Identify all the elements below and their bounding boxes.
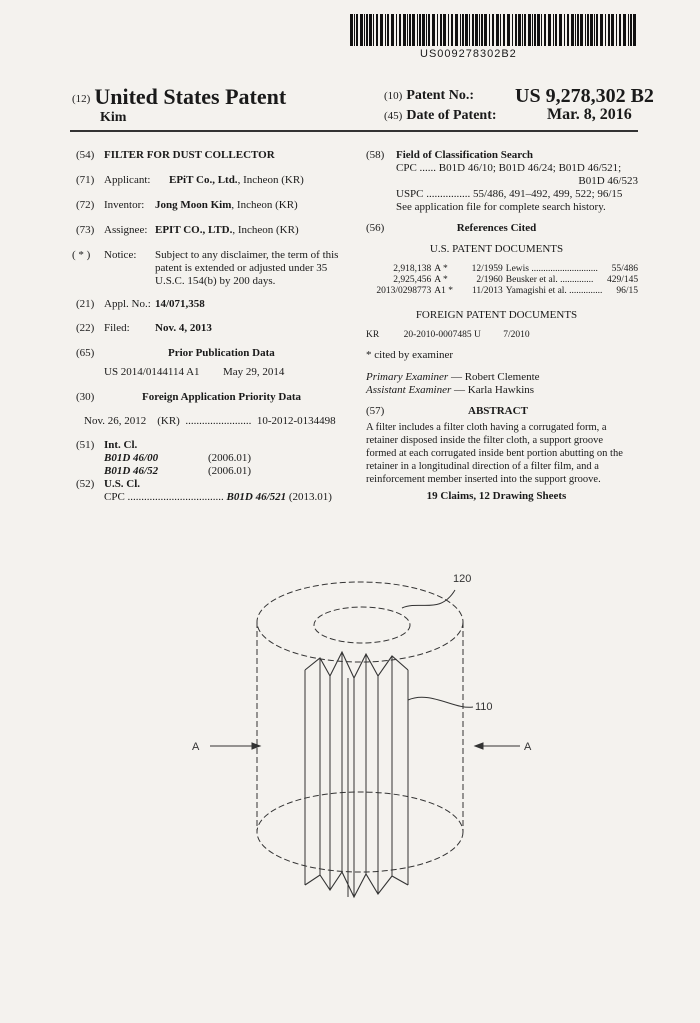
barcode-bar bbox=[399, 14, 401, 46]
barcode-bar bbox=[350, 14, 353, 46]
us-doc-cls: 429/145 bbox=[607, 275, 638, 285]
foreign-docs-heading: FOREIGN PATENT DOCUMENTS bbox=[415, 309, 578, 321]
barcode-bar bbox=[432, 14, 435, 46]
notice-text: Subject to any disclaimer, the term of this patent is extended or adjusted under 35 U.S.C. 154(b) by 200 days. bbox=[155, 249, 339, 287]
barcode-bar bbox=[515, 14, 517, 46]
filed-date: Nov. 4, 2013 bbox=[155, 322, 212, 334]
barcode-bar bbox=[409, 14, 411, 46]
barcode-bar bbox=[575, 14, 576, 46]
barcode-bar bbox=[380, 14, 383, 46]
barcode-bar bbox=[417, 14, 418, 46]
field-see: See application file for complete search history. bbox=[396, 201, 606, 213]
barcode-bar bbox=[373, 14, 374, 46]
foreign-priority-row: Nov. 26, 2012 (KR) ........................ 10-2012-0134498 bbox=[84, 415, 336, 427]
intcl-2: B01D 46/52 bbox=[104, 465, 159, 477]
barcode-bar bbox=[633, 14, 636, 46]
field-cpc: CPC ...... B01D 46/10; B01D 46/24; B01D 46/521; B01D 46/523 bbox=[396, 162, 638, 187]
assignee: EPIT CO., LTD., Incheon (KR) bbox=[155, 224, 299, 236]
barcode-bar bbox=[484, 14, 487, 46]
barcode-bar bbox=[387, 14, 389, 46]
inventor-label: Inventor: bbox=[104, 199, 145, 211]
leader-120 bbox=[402, 590, 455, 608]
foreign-heading: Foreign Application Priority Data bbox=[142, 391, 301, 403]
barcode-bar bbox=[580, 14, 583, 46]
section-arrow-left-head bbox=[252, 743, 260, 749]
barcode-bar bbox=[585, 14, 586, 46]
barcode-bar bbox=[571, 14, 574, 46]
us-doc-row bbox=[370, 286, 638, 297]
barcode-bar bbox=[443, 14, 446, 46]
inventor-short: Kim bbox=[100, 110, 127, 125]
us-doc-date: 11/2013 bbox=[471, 286, 503, 296]
foreign-code: (30) bbox=[76, 391, 95, 403]
barcode-bar bbox=[564, 14, 565, 46]
assignee-code: (73) bbox=[76, 224, 95, 236]
barcode-bar bbox=[366, 14, 368, 46]
outer-top-ellipse bbox=[257, 582, 463, 662]
barcode-bar bbox=[518, 14, 521, 46]
appl-number: 14/071,358 bbox=[155, 298, 205, 310]
barcode-bar bbox=[553, 14, 554, 46]
us-doc-cls: 55/486 bbox=[611, 264, 638, 274]
patent-no-label: (10) Patent No.: bbox=[384, 88, 474, 103]
title-code: (54) bbox=[76, 149, 95, 161]
barcode-bar bbox=[475, 14, 478, 46]
barcode-bar bbox=[360, 14, 363, 46]
barcode-bar bbox=[567, 14, 569, 46]
barcode-bar bbox=[356, 14, 358, 46]
header-rule bbox=[70, 130, 638, 132]
barcode-bar bbox=[451, 14, 453, 46]
barcode-bar bbox=[628, 14, 629, 46]
us-doc-name: Lewis ............................ bbox=[505, 264, 598, 274]
uscl-row: CPC ................................... B01D 46/521 (2013.01) bbox=[104, 491, 332, 503]
patent-date: Mar. 8, 2016 bbox=[547, 106, 632, 123]
barcode-bar bbox=[385, 14, 386, 46]
barcode-bar bbox=[455, 14, 458, 46]
barcode bbox=[350, 14, 639, 50]
ref-label-120: 120 bbox=[453, 573, 472, 585]
barcode-bar bbox=[619, 14, 621, 46]
barcode-bar bbox=[605, 14, 606, 46]
prior-code: (65) bbox=[76, 347, 95, 359]
barcode-bar bbox=[559, 14, 562, 46]
abstract-heading: ABSTRACT bbox=[468, 405, 528, 417]
inner-top-ellipse bbox=[314, 607, 410, 643]
barcode-bar bbox=[522, 14, 523, 46]
barcode-bar bbox=[376, 14, 378, 46]
prior-pub: US 2014/0144114 A1 bbox=[104, 366, 200, 378]
patent-number: US 9,278,302 B2 bbox=[515, 85, 654, 107]
appl-label: Appl. No.: bbox=[104, 298, 151, 310]
us-doc-kind: A * bbox=[434, 275, 448, 285]
barcode-bar bbox=[364, 14, 365, 46]
barcode-bar bbox=[465, 14, 468, 46]
barcode-bar bbox=[541, 14, 542, 46]
applicant-code: (71) bbox=[76, 174, 95, 186]
prior-date: May 29, 2014 bbox=[223, 366, 285, 378]
filed-label: Filed: bbox=[104, 322, 130, 334]
refs-heading: References Cited bbox=[456, 222, 537, 234]
barcode-bar bbox=[623, 14, 626, 46]
barcode-bar bbox=[616, 14, 617, 46]
barcode-bar bbox=[548, 14, 551, 46]
abstract-text: A filter includes a filter cloth having a corrugated form, a retainer disposed inside the filter cloth, a support groove formed at each corrugated inside bent portion abutting on the retainer in a longitudinal direction of a filter film, and a reinforcement member inserted into the support groove. bbox=[366, 422, 623, 485]
inventor-code: (72) bbox=[76, 199, 95, 211]
us-doc-row bbox=[370, 264, 638, 275]
barcode-bar bbox=[503, 14, 505, 46]
assignee-label: Assignee: bbox=[104, 224, 148, 236]
refs-code: (56) bbox=[366, 222, 385, 234]
barcode-bar bbox=[460, 14, 461, 46]
barcode-bar bbox=[354, 14, 355, 46]
barcode-bar bbox=[594, 14, 595, 46]
barcode-bar bbox=[587, 14, 589, 46]
filed-code: (22) bbox=[76, 322, 95, 334]
intcl-2-date: (2006.01) bbox=[208, 465, 252, 477]
barcode-bar bbox=[428, 14, 430, 46]
barcode-bar bbox=[600, 14, 603, 46]
us-doc-kind: A * bbox=[434, 264, 448, 274]
us-doc-num: 2,918,138 bbox=[393, 264, 432, 274]
intcl-label: Int. Cl. bbox=[104, 439, 138, 451]
barcode-bar bbox=[422, 14, 425, 46]
section-arrow-right-head bbox=[475, 743, 483, 749]
notice-code: ( * ) bbox=[72, 249, 91, 261]
cited-note: * cited by examiner bbox=[366, 349, 454, 361]
inventor: Jong Moon Kim, Incheon (KR) bbox=[155, 199, 298, 211]
us-doc-date: 2/1960 bbox=[476, 275, 503, 285]
barcode-bar bbox=[479, 14, 480, 46]
primary-examiner: Primary Examiner — Robert Clemente bbox=[366, 371, 540, 383]
field-heading: Field of Classification Search bbox=[396, 149, 533, 161]
abstract-code: (57) bbox=[366, 405, 385, 417]
applicant-label: Applicant: bbox=[104, 174, 151, 186]
barcode-bar bbox=[419, 14, 421, 46]
barcode-bar bbox=[489, 14, 490, 46]
invention-title: FILTER FOR DUST COLLECTOR bbox=[104, 149, 275, 161]
barcode-bar bbox=[403, 14, 406, 46]
barcode-bar bbox=[426, 14, 427, 46]
barcode-bar bbox=[528, 14, 531, 46]
barcode-bar bbox=[437, 14, 438, 46]
barcode-bar bbox=[611, 14, 614, 46]
section-label-left: A bbox=[192, 741, 200, 753]
filter-drawing bbox=[170, 560, 570, 960]
uscl-code: (52) bbox=[76, 478, 95, 490]
outer-bottom-ellipse bbox=[257, 792, 463, 872]
barcode-bar bbox=[534, 14, 536, 46]
applicant: EPiT Co., Ltd., Incheon (KR) bbox=[169, 174, 304, 186]
barcode-bar bbox=[512, 14, 513, 46]
barcode-bar bbox=[396, 14, 397, 46]
barcode-bar bbox=[537, 14, 540, 46]
barcode-bar bbox=[507, 14, 510, 46]
intcl-1: B01D 46/00 bbox=[104, 452, 159, 464]
notice-label: Notice: bbox=[104, 249, 137, 261]
barcode-bar bbox=[577, 14, 579, 46]
field-code: (58) bbox=[366, 149, 385, 161]
us-doc-name: Beusker et al. .............. bbox=[505, 275, 594, 285]
doc-type: (12) United States Patent bbox=[72, 84, 287, 109]
section-label-right: A bbox=[524, 741, 532, 753]
barcode-bar bbox=[391, 14, 394, 46]
barcode-bar bbox=[492, 14, 494, 46]
barcode-bar bbox=[555, 14, 557, 46]
intcl-code: (51) bbox=[76, 439, 95, 451]
barcode-bar bbox=[462, 14, 464, 46]
us-docs-list bbox=[370, 264, 638, 297]
us-doc-num: 2,925,456 bbox=[393, 275, 432, 285]
us-doc-kind: A1 * bbox=[434, 286, 453, 296]
pleat-bottom bbox=[305, 872, 408, 897]
assistant-examiner: Assistant Examiner — Karla Hawkins bbox=[366, 384, 535, 396]
barcode-bar bbox=[544, 14, 546, 46]
uscl-label: U.S. Cl. bbox=[104, 478, 141, 490]
ref-label-110: 110 bbox=[475, 701, 493, 713]
barcode-bar bbox=[469, 14, 470, 46]
barcode-bar bbox=[630, 14, 632, 46]
us-doc-name: Yamagishi et al. .............. bbox=[505, 286, 603, 296]
us-doc-row bbox=[370, 275, 638, 286]
barcode-number: US009278302B2 bbox=[420, 48, 517, 60]
foreign-doc-row: KR 20-2010-0007485 U 7/2010 bbox=[366, 330, 530, 340]
barcode-bar bbox=[448, 14, 449, 46]
us-doc-num: 2013/0298773 bbox=[376, 286, 432, 296]
barcode-bar bbox=[532, 14, 533, 46]
prior-heading: Prior Publication Data bbox=[168, 347, 275, 359]
barcode-bar bbox=[412, 14, 415, 46]
us-doc-date: 12/1959 bbox=[471, 264, 503, 274]
barcode-bar bbox=[369, 14, 372, 46]
field-uspc: USPC ................ 55/486, 491–492, 499, 522; 96/15 bbox=[396, 188, 623, 200]
barcode-bar bbox=[407, 14, 408, 46]
barcode-bar bbox=[440, 14, 442, 46]
appl-code: (21) bbox=[76, 298, 95, 310]
date-label: (45) Date of Patent: bbox=[384, 108, 497, 123]
us-docs-heading: U.S. PATENT DOCUMENTS bbox=[429, 243, 564, 255]
barcode-bar bbox=[596, 14, 598, 46]
barcode-bar bbox=[500, 14, 501, 46]
barcode-bar bbox=[524, 14, 526, 46]
us-doc-cls: 96/15 bbox=[616, 286, 638, 296]
barcode-bar bbox=[590, 14, 593, 46]
intcl-1-date: (2006.01) bbox=[208, 452, 252, 464]
claims-summary: 19 Claims, 12 Drawing Sheets bbox=[426, 490, 567, 502]
barcode-bar bbox=[608, 14, 610, 46]
barcode-bar bbox=[472, 14, 474, 46]
barcode-bar bbox=[496, 14, 499, 46]
barcode-bar bbox=[481, 14, 483, 46]
